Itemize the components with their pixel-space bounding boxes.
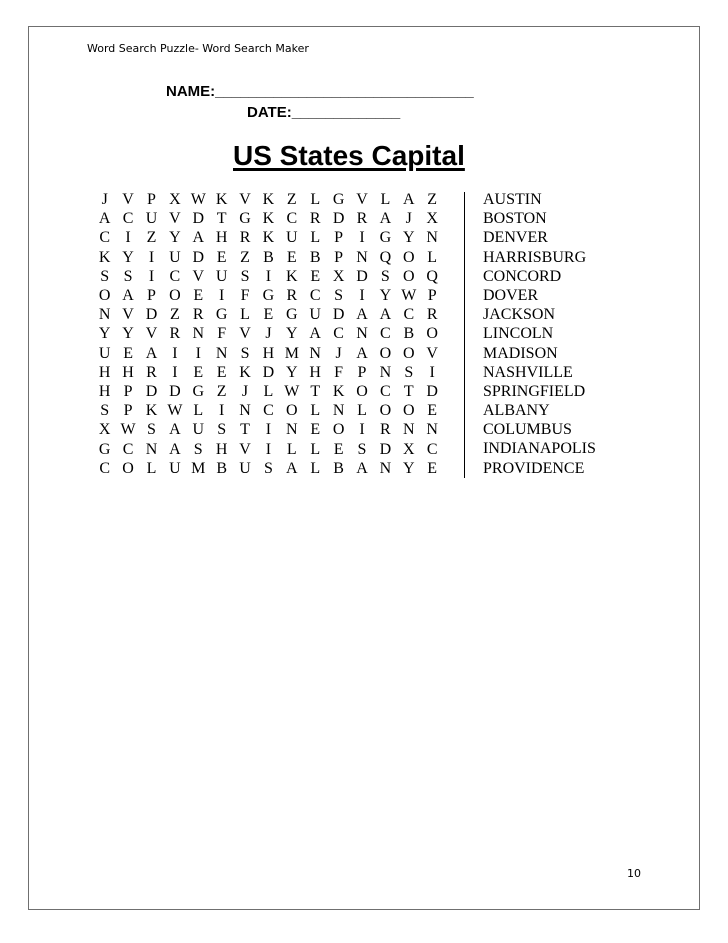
grid-cell: O bbox=[356, 382, 368, 400]
grid-cell: S bbox=[357, 440, 367, 458]
grid-cell: R bbox=[192, 306, 204, 324]
grid-cell: R bbox=[309, 210, 321, 228]
grid-cell: C bbox=[169, 267, 181, 285]
grid-cell: G bbox=[215, 306, 228, 324]
grid-cell: R bbox=[169, 325, 181, 343]
grid-cell: Y bbox=[379, 287, 392, 305]
word-list-item: ALBANY bbox=[483, 402, 550, 420]
grid-cell: Z bbox=[427, 191, 438, 209]
grid-cell: M bbox=[284, 344, 299, 362]
grid-cell: U bbox=[239, 459, 251, 477]
page-number: 10 bbox=[627, 867, 641, 880]
grid-cell: N bbox=[426, 421, 438, 439]
grid-cell: D bbox=[332, 306, 345, 324]
grid-cell: O bbox=[402, 267, 415, 285]
grid-cell: L bbox=[310, 229, 321, 247]
grid-cell: U bbox=[145, 210, 158, 228]
grid-cell: N bbox=[402, 421, 415, 439]
grid-cell: W bbox=[167, 402, 183, 420]
grid-cell: N bbox=[286, 421, 298, 439]
grid-cell: D bbox=[262, 363, 275, 381]
grid-cell: H bbox=[215, 440, 228, 458]
grid-cell: N bbox=[356, 325, 368, 343]
word-list-item: PROVIDENCE bbox=[483, 459, 585, 477]
grid-cell: R bbox=[356, 210, 368, 228]
grid-cell: S bbox=[193, 440, 203, 458]
grid-cell: R bbox=[380, 421, 391, 439]
grid-cell: S bbox=[147, 421, 156, 439]
grid-cell: S bbox=[404, 363, 414, 381]
grid-cell: J bbox=[335, 344, 342, 362]
grid-cell: Z bbox=[169, 306, 180, 324]
grid-cell: N bbox=[356, 248, 368, 266]
name-field: NAME:_______________________________ bbox=[166, 83, 474, 100]
grid-cell: U bbox=[309, 306, 321, 324]
grid-cell: A bbox=[192, 229, 205, 247]
grid-cell: Y bbox=[402, 459, 415, 477]
grid-cell: Y bbox=[286, 325, 298, 343]
grid-cell: C bbox=[333, 325, 344, 343]
grid-cell: C bbox=[380, 382, 391, 400]
grid-cell: V bbox=[122, 306, 134, 324]
grid-row bbox=[93, 190, 444, 209]
header-title: Word Search Puzzle- Word Search Maker bbox=[87, 42, 309, 55]
grid-cell: J bbox=[405, 210, 412, 228]
grid-cell: X bbox=[98, 421, 111, 439]
grid-cell: G bbox=[192, 382, 205, 400]
grid-cell: A bbox=[169, 421, 181, 439]
grid-cell: E bbox=[263, 306, 274, 324]
grid-cell: E bbox=[427, 459, 438, 477]
word-list-item: SPRINGFIELD bbox=[483, 382, 586, 400]
grid-cell: H bbox=[122, 363, 134, 381]
grid-cell: C bbox=[286, 210, 298, 228]
grid-cell: E bbox=[310, 267, 321, 285]
word-list-item: NASHVILLE bbox=[483, 363, 573, 381]
grid-cell: T bbox=[403, 382, 414, 400]
word-list-item: MADISON bbox=[483, 344, 558, 362]
grid-cell: L bbox=[310, 191, 321, 209]
word-list bbox=[483, 190, 596, 478]
grid-cell: L bbox=[357, 402, 367, 420]
grid-cell: V bbox=[169, 210, 181, 228]
grid-cell: R bbox=[239, 229, 251, 247]
letter-grid bbox=[93, 190, 444, 478]
grid-cell: W bbox=[190, 191, 206, 209]
grid-cell: Z bbox=[216, 382, 227, 400]
grid-cell: P bbox=[123, 402, 133, 420]
grid-cell: D bbox=[426, 382, 438, 400]
grid-cell: Y bbox=[286, 363, 298, 381]
word-list-item: JACKSON bbox=[483, 306, 556, 324]
grid-cell: R bbox=[146, 363, 157, 381]
grid-cell: I bbox=[172, 344, 178, 362]
grid-cell: D bbox=[379, 440, 392, 458]
grid-cell: L bbox=[263, 382, 274, 400]
grid-cell: V bbox=[192, 267, 205, 285]
grid-cell: C bbox=[122, 210, 134, 228]
grid-cell: N bbox=[332, 402, 345, 420]
grid-cell: G bbox=[286, 306, 298, 324]
grid-row bbox=[93, 401, 444, 420]
grid-cell: A bbox=[309, 325, 321, 343]
grid-cell: T bbox=[240, 421, 250, 439]
grid-cell: U bbox=[169, 459, 181, 477]
grid-cell: P bbox=[357, 363, 367, 381]
grid-row bbox=[93, 439, 444, 458]
grid-cell: G bbox=[98, 440, 111, 458]
grid-cell: P bbox=[427, 287, 437, 305]
grid-cell: A bbox=[169, 440, 181, 458]
grid-cell: O bbox=[98, 287, 111, 305]
grid-cell: D bbox=[356, 267, 368, 285]
grid-cell: R bbox=[286, 287, 298, 305]
grid-cell: U bbox=[286, 229, 298, 247]
grid-cell: V bbox=[426, 344, 438, 362]
grid-cell: P bbox=[334, 248, 344, 266]
grid-cell: L bbox=[310, 402, 321, 420]
grid-cell: U bbox=[192, 421, 205, 439]
grid-cell: K bbox=[239, 363, 251, 381]
grid-cell: U bbox=[98, 344, 111, 362]
grid-cell: B bbox=[263, 248, 274, 266]
grid-cell: I bbox=[218, 287, 225, 305]
grid-cell: N bbox=[192, 325, 205, 343]
grid-cell: E bbox=[123, 344, 133, 362]
word-list-item: DOVER bbox=[483, 286, 539, 304]
grid-cell: Y bbox=[122, 325, 134, 343]
grid-cell: I bbox=[265, 421, 272, 439]
grid-cell: D bbox=[145, 382, 158, 400]
grid-cell: B bbox=[216, 459, 227, 477]
grid-cell: C bbox=[403, 306, 415, 324]
grid-cell: L bbox=[193, 402, 204, 420]
grid-cell: I bbox=[148, 267, 155, 285]
grid-cell: X bbox=[402, 440, 415, 458]
grid-cell: V bbox=[122, 191, 134, 209]
grid-row bbox=[93, 382, 444, 401]
grid-cell: A bbox=[356, 459, 368, 477]
word-list-item: HARRISBURG bbox=[483, 248, 587, 266]
grid-cell: E bbox=[216, 363, 227, 381]
grid-cell: G bbox=[239, 210, 251, 228]
grid-cell: I bbox=[125, 229, 131, 247]
word-list-item: LINCOLN bbox=[483, 325, 554, 343]
grid-cell: C bbox=[99, 459, 111, 477]
grid-cell: O bbox=[379, 344, 392, 362]
grid-cell: A bbox=[286, 459, 298, 477]
grid-cell: O bbox=[122, 459, 134, 477]
grid-cell: O bbox=[169, 287, 181, 305]
grid-cell: I bbox=[359, 229, 365, 247]
word-list-item: BOSTON bbox=[483, 210, 547, 228]
grid-cell: B bbox=[333, 459, 344, 477]
grid-cell: L bbox=[286, 440, 297, 458]
grid-cell: E bbox=[427, 402, 438, 420]
grid-cell: Q bbox=[426, 267, 438, 285]
grid-cell: O bbox=[402, 248, 415, 266]
grid-cell: A bbox=[98, 210, 111, 228]
grid-cell: K bbox=[262, 229, 275, 247]
grid-cell: V bbox=[239, 191, 251, 209]
grid-cell: I bbox=[429, 363, 435, 381]
grid-cell: C bbox=[380, 325, 391, 343]
grid-cell: N bbox=[379, 363, 392, 381]
grid-cell: E bbox=[193, 287, 204, 305]
grid-cell: W bbox=[284, 382, 300, 400]
grid-cell: V bbox=[145, 325, 158, 343]
grid-cell: E bbox=[216, 248, 227, 266]
grid-row bbox=[93, 209, 444, 228]
word-list-item: DENVER bbox=[483, 229, 548, 247]
grid-cell: R bbox=[426, 306, 438, 324]
grid-cell: P bbox=[147, 287, 156, 305]
grid-cell: K bbox=[262, 191, 275, 209]
grid-cell: C bbox=[426, 440, 438, 458]
grid-cell: E bbox=[333, 440, 344, 458]
grid-cell: X bbox=[332, 267, 345, 285]
grid-cell: B bbox=[403, 325, 415, 343]
grid-cell: Y bbox=[402, 229, 415, 247]
grid-cell: U bbox=[215, 267, 228, 285]
grid-cell: O bbox=[379, 402, 392, 420]
grid-cell: I bbox=[359, 287, 365, 305]
grid-cell: L bbox=[310, 459, 321, 477]
grid-cell: I bbox=[195, 344, 201, 362]
grid-cell: M bbox=[191, 459, 206, 477]
grid-cell: N bbox=[98, 306, 111, 324]
date-field: DATE:_____________ bbox=[247, 104, 401, 121]
divider-line bbox=[464, 192, 465, 478]
grid-cell: L bbox=[146, 459, 157, 477]
grid-cell: D bbox=[145, 306, 158, 324]
grid-row bbox=[93, 267, 444, 286]
grid-cell: S bbox=[263, 459, 273, 477]
grid-cell: S bbox=[380, 267, 390, 285]
grid-cell: C bbox=[263, 402, 274, 420]
grid-cell: H bbox=[98, 382, 111, 400]
grid-cell: A bbox=[379, 306, 392, 324]
grid-row bbox=[93, 305, 444, 324]
grid-row bbox=[93, 248, 444, 267]
word-list-item: AUSTIN bbox=[483, 191, 542, 208]
grid-cell: Z bbox=[286, 191, 297, 209]
puzzle-title: US States Capital bbox=[233, 140, 465, 171]
grid-cell: W bbox=[120, 421, 136, 439]
grid-cell: K bbox=[286, 267, 298, 285]
grid-cell: E bbox=[286, 248, 297, 266]
grid-cell: Z bbox=[240, 248, 250, 266]
grid-cell: I bbox=[265, 267, 272, 285]
grid-cell: S bbox=[240, 344, 250, 362]
grid-cell: N bbox=[379, 459, 392, 477]
grid-cell: L bbox=[310, 440, 321, 458]
grid-row bbox=[93, 459, 444, 478]
grid-row bbox=[93, 420, 444, 439]
grid-cell: I bbox=[218, 402, 225, 420]
grid-cell: K bbox=[98, 248, 111, 266]
grid-cell: H bbox=[309, 363, 321, 381]
grid-cell: S bbox=[240, 267, 250, 285]
grid-cell: P bbox=[334, 229, 344, 247]
grid-cell: D bbox=[192, 248, 205, 266]
grid-cell: A bbox=[356, 306, 368, 324]
grid-cell: K bbox=[215, 191, 228, 209]
grid-cell: Y bbox=[122, 248, 134, 266]
grid-cell: U bbox=[169, 248, 181, 266]
grid-cell: L bbox=[240, 306, 250, 324]
grid-cell: O bbox=[402, 344, 415, 362]
grid-cell: J bbox=[101, 191, 108, 209]
grid-cell: V bbox=[239, 325, 251, 343]
grid-cell: O bbox=[402, 402, 415, 420]
grid-cell: B bbox=[309, 248, 321, 266]
grid-cell: P bbox=[123, 382, 133, 400]
grid-cell: T bbox=[310, 382, 321, 400]
grid-cell: F bbox=[334, 363, 344, 381]
grid-cell: Y bbox=[169, 229, 181, 247]
grid-cell: A bbox=[122, 287, 134, 305]
grid-cell: S bbox=[217, 421, 227, 439]
grid-cell: N bbox=[145, 440, 158, 458]
grid-row bbox=[93, 344, 444, 363]
grid-cell: S bbox=[334, 287, 344, 305]
grid-cell: F bbox=[240, 287, 250, 305]
grid-cell: G bbox=[262, 287, 275, 305]
grid-row bbox=[93, 286, 444, 305]
grid-cell: I bbox=[148, 248, 155, 266]
grid-cell: Z bbox=[146, 229, 157, 247]
grid-cell: Y bbox=[98, 325, 111, 343]
grid-cell: O bbox=[426, 325, 438, 343]
grid-row bbox=[93, 363, 444, 382]
grid-cell: C bbox=[309, 287, 321, 305]
word-list-item: COLUMBUS bbox=[483, 421, 572, 439]
grid-cell: A bbox=[145, 344, 158, 362]
grid-cell: W bbox=[401, 287, 417, 305]
grid-cell: Q bbox=[379, 248, 392, 266]
grid-cell: A bbox=[402, 191, 415, 209]
grid-row bbox=[93, 324, 444, 343]
word-list-item: INDIANAPOLIS bbox=[483, 440, 596, 458]
word-list-item: CONCORD bbox=[483, 267, 562, 285]
grid-cell: K bbox=[332, 382, 345, 400]
grid-cell: H bbox=[262, 344, 275, 362]
grid-cell: P bbox=[147, 191, 156, 209]
grid-cell: H bbox=[215, 229, 228, 247]
grid-cell: S bbox=[100, 402, 110, 420]
grid-cell: N bbox=[309, 344, 321, 362]
grid-cell: S bbox=[123, 267, 133, 285]
grid-cell: X bbox=[426, 210, 438, 228]
grid-cell: D bbox=[332, 210, 345, 228]
grid-cell: I bbox=[359, 421, 365, 439]
grid-cell: C bbox=[99, 229, 111, 247]
grid-cell: G bbox=[379, 229, 392, 247]
grid-cell: O bbox=[286, 402, 298, 420]
grid-cell: A bbox=[379, 210, 392, 228]
grid-cell: F bbox=[217, 325, 227, 343]
grid-cell: O bbox=[332, 421, 345, 439]
grid-cell: I bbox=[172, 363, 178, 381]
grid-cell: I bbox=[265, 440, 272, 458]
grid-cell: N bbox=[426, 229, 438, 247]
grid-cell: L bbox=[427, 248, 438, 266]
grid-cell: S bbox=[100, 267, 110, 285]
grid-cell: J bbox=[265, 325, 272, 343]
grid-cell: T bbox=[216, 210, 227, 228]
grid-cell: N bbox=[215, 344, 228, 362]
grid-cell: K bbox=[145, 402, 158, 420]
grid-cell: V bbox=[239, 440, 251, 458]
grid-cell: J bbox=[241, 382, 249, 400]
grid-cell: A bbox=[356, 344, 368, 362]
grid-row bbox=[93, 228, 444, 247]
grid-cell: E bbox=[193, 363, 204, 381]
grid-cell: X bbox=[169, 191, 181, 209]
grid-cell: G bbox=[332, 191, 345, 209]
grid-cell: D bbox=[192, 210, 205, 228]
grid-cell: K bbox=[262, 210, 275, 228]
grid-cell: N bbox=[239, 402, 251, 420]
grid-cell: H bbox=[98, 363, 111, 381]
grid-cell: C bbox=[122, 440, 134, 458]
grid-cell: V bbox=[356, 191, 368, 209]
grid-cell: L bbox=[380, 191, 391, 209]
grid-cell: D bbox=[169, 382, 181, 400]
grid-cell: E bbox=[310, 421, 321, 439]
